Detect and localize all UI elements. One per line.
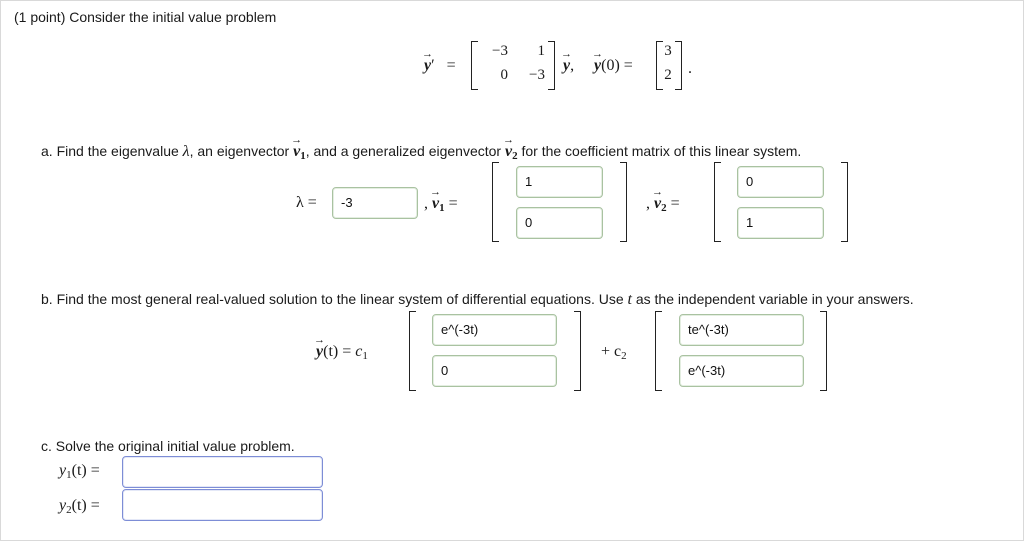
col2-top-input[interactable]: te^(-3t) [679,314,804,346]
col1-bottom-input[interactable]: 0 [432,355,557,387]
col2-bottom-input[interactable]: e^(-3t) [679,355,804,387]
general-solution-label: → $y(t) = c_1$ [316,343,368,362]
part-c-question: c. Solve the original initial value problem. [41,438,295,454]
v2-bottom-input[interactable]: 1 [737,207,824,239]
v1-label: , → $v_1$ = [424,195,458,214]
matrix-r1c2: 1 [537,43,545,59]
problem-intro: Consider the initial value problem [69,9,277,25]
v2-top-input[interactable]: 0 [737,166,824,198]
points-label: (1 point) [14,9,66,25]
matrix-r1c1: −3 [492,43,508,59]
v2-left-bracket [714,162,721,242]
v1-left-bracket [492,162,499,242]
y1-input[interactable] [122,456,323,488]
ivp-period: . [688,60,692,77]
init-right-bracket [675,41,682,90]
matrix-r2c2: −3 [529,67,545,83]
y2-input[interactable] [122,489,323,521]
col1-right-bracket [574,311,581,391]
v1-top-input[interactable]: 1 [516,166,603,198]
col2-right-bracket [820,311,827,391]
v2-right-bracket [841,162,848,242]
ivp-lhs: → y′ = [424,57,456,75]
matrix-r2c1: 0 [500,67,508,83]
matrix-left-bracket [471,41,478,90]
c2-label: + $c_2$ [601,343,627,362]
matrix-right-bracket [548,41,555,90]
v1-right-bracket [620,162,627,242]
y1-label: $y_1(t)$ = [59,462,100,481]
part-b-question: b. Find the most general real-valued solution to the linear system of differential equations. Use t as the independent variable in your answers. [41,291,914,308]
col2-left-bracket [655,311,662,391]
col1-left-bracket [409,311,416,391]
v1-bottom-input[interactable]: 0 [516,207,603,239]
v2-label: , → $v_2$ = [646,195,680,214]
init-bottom: 2 [664,67,672,83]
ivp-initial-label: → y(0) = [594,57,633,75]
ivp-rhs: → y, [563,57,574,75]
col1-top-input[interactable]: e^(-3t) [432,314,557,346]
lambda-input[interactable]: -3 [332,187,418,219]
y2-label: $y_2(t)$ = [59,497,100,516]
part-a-question: a. Find the eigenvalue λ, an eigenvector → $v_1$, and a generalized eigenvector → $v_2$ for the coefficient matrix of this linear system. [41,143,801,162]
init-top: 3 [664,43,672,59]
problem-header [14,9,276,25]
lambda-label: λ = [296,194,317,211]
